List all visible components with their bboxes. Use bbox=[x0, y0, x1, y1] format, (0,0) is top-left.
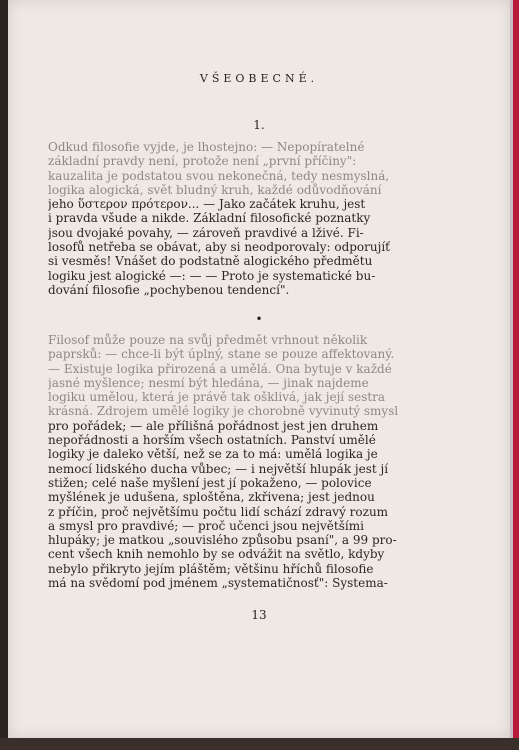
text-line: myšlének je udušena, sploštěna, zkřivena; jest jednou bbox=[48, 490, 375, 505]
section-separator: • bbox=[255, 312, 263, 326]
text-line: dování filosofie „pochybenou tendencí". bbox=[48, 282, 290, 297]
text-line: si vesměs! Vnášet do podstatně alogického předmětu bbox=[48, 254, 373, 269]
text-line: má na svědomí pod jménem „systematičnosť": Systema- bbox=[48, 576, 388, 591]
text-line: logiku umělou, která je právě tak ošklivá, jak její sestra bbox=[48, 390, 386, 405]
text-line: paprsků: — chce-li být úplný, stane se pouze affektovaný. bbox=[48, 347, 395, 362]
text-line: z příčin, proč největšímu počtu lidí schází zdravý rozum bbox=[48, 504, 389, 519]
text-line: hlupáky; je matkou „souvislého způsobu psaní", a 99 pro- bbox=[48, 533, 397, 548]
text-line: Filosof může pouze na svůj předmět vrhnout několik bbox=[48, 333, 368, 347]
text-line: losofů netřeba se obávat, aby si neodporovaly: odporujíť bbox=[48, 240, 390, 255]
background-bottom bbox=[0, 738, 519, 750]
text-line: základní pravdy není, protože není „první příčiny": bbox=[48, 154, 357, 169]
text-line: kauzalita je podstatou svou nekonečná, tedy nesmyslná, bbox=[48, 168, 390, 183]
text-line: nemocí lidského ducha vůbec; — i největší hlupák jest jí bbox=[48, 461, 389, 476]
text-line: stižen; celé naše myšlení jest jí pokaženo, — polovice bbox=[48, 475, 372, 490]
book-page bbox=[8, 0, 513, 738]
text-line: logiku jest alogické —: — — Proto je systematické bu- bbox=[48, 268, 376, 283]
text-line: krásná. Zdrojem umělé logiky je chorobně vyvinutý smysl bbox=[48, 404, 399, 419]
text-line: logika alogická, svět bludný kruh, každé odůvodňování bbox=[48, 182, 382, 197]
text-line: cent všech knih nemohlo by se odvážit na světlo, kdyby bbox=[48, 547, 385, 562]
text-line: a smysl pro pravdivé; — proč učenci jsou největšími bbox=[48, 518, 364, 533]
text-line: i pravda všude a nikde. Základní filosofické poznatky bbox=[48, 211, 371, 226]
paragraph-2 bbox=[48, 333, 428, 590]
text-line: jeho ὕστερον πρότερον... — Jako začátek kruhu, jest bbox=[48, 197, 366, 212]
text-line: nepořádnosti a horším všech ostatních. Panství umělé bbox=[48, 433, 376, 448]
page-number: 13 bbox=[251, 608, 267, 622]
text-line: Odkud filosofie vyjde, je lhostejno: — Nepopíratelné bbox=[48, 140, 365, 154]
text-line: jasné myšlence; nesmí být hledána, — jinak najdeme bbox=[48, 375, 369, 390]
text-line: — Existuje logika přirozená a umělá. Ona bytuje v každé bbox=[48, 361, 392, 376]
paragraph-1 bbox=[48, 140, 428, 297]
text-line: nebylo přikryto jejím pláštěm; většinu hříchů filosofie bbox=[48, 561, 374, 576]
running-head: VŠEOBECNÉ. bbox=[199, 72, 319, 85]
text-line: jsou dvojaké povahy, — zároveň pravdivé a lživé. Fi- bbox=[48, 225, 364, 240]
text-line: pro pořádek; — ale přílišná pořádnost jest jen druhem bbox=[48, 418, 379, 433]
section-number: 1. bbox=[253, 118, 265, 132]
text-line: logiky je daleko větší, než se za to má: umělá logika je bbox=[48, 447, 378, 462]
